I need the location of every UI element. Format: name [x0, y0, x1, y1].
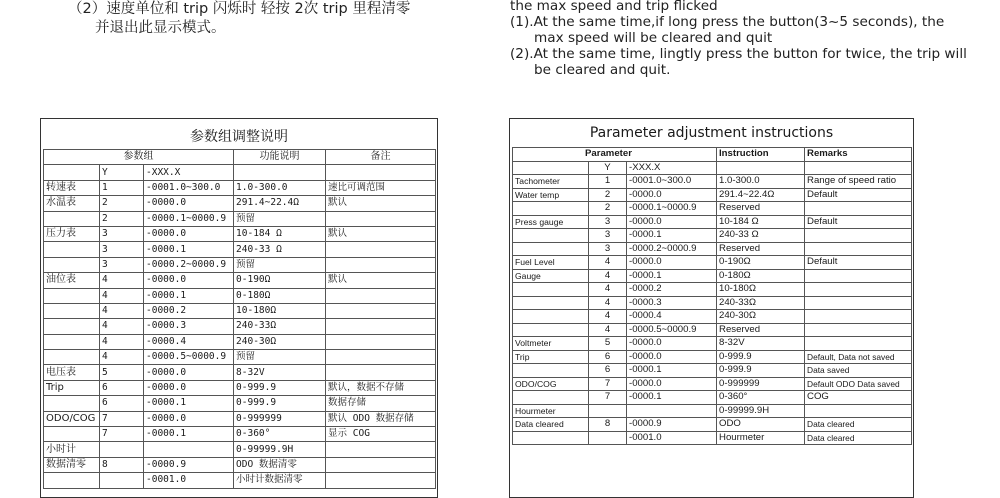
table-row — [44, 273, 436, 288]
cell-group-number: 7 — [589, 391, 627, 405]
cell-function: 10-180Ω — [234, 303, 326, 318]
cell-code: -0000.0 — [627, 215, 717, 229]
cell-param-label: 小时计 — [44, 442, 100, 457]
table-row — [513, 310, 912, 324]
table-row — [513, 431, 912, 445]
cell-function: 0-190Ω — [717, 256, 805, 270]
chinese-parameter-panel — [40, 118, 438, 498]
cell-param-label — [513, 296, 589, 310]
cell-function: 291.4~22.4Ω — [717, 188, 805, 202]
cell-code: -0000.1 — [627, 229, 717, 243]
cell-code: -0001.0~300.0 — [627, 175, 717, 189]
cell-group-number: 4 — [589, 269, 627, 283]
cell-remark: Default ODO Data saved — [805, 377, 912, 391]
table-row — [44, 242, 436, 257]
cell-param-label — [513, 431, 589, 445]
cell-param-label — [44, 350, 100, 365]
cell-remark: 默认 ODO 数据存储 — [326, 411, 436, 426]
cell-code: -0000.0 — [144, 226, 234, 241]
cell-function: 0-99999.9H — [234, 442, 326, 457]
table-row — [44, 380, 436, 395]
cell-remark: 默认，数据不存储 — [326, 380, 436, 395]
cell-code: -0000.0 — [144, 411, 234, 426]
cell-param-label: Tachometer — [513, 175, 589, 189]
cell-function: 0-999.9 — [717, 350, 805, 364]
cell-code: -0000.2 — [144, 303, 234, 318]
cell-function: 0-99999.9H — [717, 404, 805, 418]
chinese-note-line-1: （2）速度单位和 trip 闪烁时 轻按 2次 trip 里程清零 — [68, 1, 411, 17]
cell-code: -0000.0 — [627, 377, 717, 391]
cell-param-label: Data cleared — [513, 418, 589, 432]
cell-group-number: 4 — [100, 273, 144, 288]
cell-code: -0001.0 — [144, 473, 234, 488]
cell-code: -0000.1 — [144, 427, 234, 442]
cell-param-label — [44, 242, 100, 257]
table-row — [44, 334, 436, 349]
cell-code: -0000.0 — [144, 273, 234, 288]
cell-remark — [805, 229, 912, 243]
table-row — [44, 226, 436, 241]
english-note-item-1: (1).At the same time,if long press the button(3~5 seconds), the — [510, 14, 945, 30]
cell-group-number: 6 — [589, 364, 627, 378]
cell-remark: Default — [805, 188, 912, 202]
table-row — [44, 180, 436, 195]
cell-group-number — [589, 404, 627, 418]
table-row — [44, 365, 436, 380]
cell-remark: Data cleared — [805, 418, 912, 432]
cell-group-number: 4 — [100, 288, 144, 303]
cell-function: ODO 数据清零 — [234, 457, 326, 472]
cell-group-number: 6 — [589, 350, 627, 364]
cell-function: Reserved — [717, 202, 805, 216]
cell-group-number: 3 — [100, 226, 144, 241]
cell-param-label: 数据清零 — [44, 457, 100, 472]
cell-group-number: 7 — [589, 377, 627, 391]
cell-code: -0000.0 — [627, 350, 717, 364]
cell-group-number — [100, 442, 144, 457]
english-parameter-table — [512, 147, 912, 445]
cell-group-number: 4 — [589, 323, 627, 337]
header-func: Instruction — [717, 148, 805, 162]
cell-remark — [326, 257, 436, 272]
cell-param-label — [44, 211, 100, 226]
cell-group-number: 2 — [589, 202, 627, 216]
cell-group-number: 4 — [100, 319, 144, 334]
cell-param-label — [513, 391, 589, 405]
table-row — [44, 196, 436, 211]
cell-code: -0000.1 — [144, 288, 234, 303]
cell-function — [234, 165, 326, 180]
cell-remark: Default, Data not saved — [805, 350, 912, 364]
cell-param-label: Trip — [513, 350, 589, 364]
cell-param-label: 转速表 — [44, 180, 100, 195]
english-note-line-0: the max speed and trip flicked — [510, 0, 718, 14]
cell-remark — [805, 323, 912, 337]
cell-remark — [805, 337, 912, 351]
header-param: 参数组 — [44, 150, 234, 165]
table-row — [513, 269, 912, 283]
table-header-row — [513, 148, 912, 162]
table-row — [44, 457, 436, 472]
cell-group-number: 5 — [100, 365, 144, 380]
cell-function: 10-184 Ω — [717, 215, 805, 229]
cell-group-number: 3 — [589, 215, 627, 229]
table-row — [44, 427, 436, 442]
cell-remark — [805, 310, 912, 324]
cell-remark: 数据存储 — [326, 396, 436, 411]
table-row — [513, 404, 912, 418]
cell-param-label: Trip — [44, 380, 100, 395]
cell-remark: Data cleared — [805, 431, 912, 445]
cell-group-number: 8 — [589, 418, 627, 432]
cell-remark: COG — [805, 391, 912, 405]
cell-remark — [326, 211, 436, 226]
cell-group-number: 5 — [589, 337, 627, 351]
cell-code: -0000.2~0000.9 — [627, 242, 717, 256]
cell-remark: 默认 — [326, 196, 436, 211]
table-row — [513, 350, 912, 364]
cell-param-label: 电压表 — [44, 365, 100, 380]
cell-remark: Default — [805, 256, 912, 270]
cell-group-number: Y — [100, 165, 144, 180]
header-param: Parameter — [513, 148, 717, 162]
cell-param-label: Water temp — [513, 188, 589, 202]
english-note-item-2: (2).At the same time, lingtly press the button for twice, the trip will — [510, 46, 967, 62]
cell-function: 0-180Ω — [234, 288, 326, 303]
table-row — [513, 175, 912, 189]
table-row — [513, 391, 912, 405]
table-row — [44, 442, 436, 457]
cell-code: -0000.0 — [144, 365, 234, 380]
cell-code: -0000.1 — [627, 391, 717, 405]
header-remark: 备注 — [326, 150, 436, 165]
cell-param-label: Voltmeter — [513, 337, 589, 351]
cell-remark — [805, 242, 912, 256]
table-row — [513, 188, 912, 202]
cell-remark — [326, 457, 436, 472]
header-func: 功能说明 — [234, 150, 326, 165]
cell-group-number: 6 — [100, 396, 144, 411]
cell-function: 10-180Ω — [717, 283, 805, 297]
table-row — [44, 350, 436, 365]
cell-group-number: 3 — [100, 242, 144, 257]
cell-function: Reserved — [717, 242, 805, 256]
table-row — [44, 257, 436, 272]
cell-code — [627, 404, 717, 418]
cell-code: -0001.0 — [627, 431, 717, 445]
cell-code: -0000.0 — [144, 196, 234, 211]
cell-group-number: 8 — [100, 457, 144, 472]
cell-function: 240-33 Ω — [234, 242, 326, 257]
cell-group-number: 2 — [100, 196, 144, 211]
cell-remark — [805, 202, 912, 216]
cell-group-number: 4 — [589, 296, 627, 310]
table-row — [44, 165, 436, 180]
table-row — [44, 473, 436, 488]
cell-param-label — [44, 334, 100, 349]
cell-remark: 显示 COG — [326, 427, 436, 442]
cell-param-label: ODO/COG — [513, 377, 589, 391]
cell-function: 1.0-300.0 — [234, 180, 326, 195]
table-row — [513, 364, 912, 378]
cell-code: -XXX.X — [144, 165, 234, 180]
cell-remark: Data saved — [805, 364, 912, 378]
cell-remark — [326, 365, 436, 380]
cell-group-number — [589, 431, 627, 445]
table-row — [513, 256, 912, 270]
cell-remark: 默认 — [326, 273, 436, 288]
cell-function: 240-33Ω — [717, 296, 805, 310]
cell-param-label — [513, 310, 589, 324]
cell-param-label — [513, 161, 589, 175]
cell-code: -0000.9 — [627, 418, 717, 432]
cell-group-number: 4 — [100, 334, 144, 349]
cell-param-label — [44, 473, 100, 488]
cell-function: 240-30Ω — [234, 334, 326, 349]
cell-function: 8-32V — [234, 365, 326, 380]
cell-function: 小时计数据清零 — [234, 473, 326, 488]
table-header-row — [44, 150, 436, 165]
english-table-body — [513, 161, 912, 445]
cell-param-label — [513, 364, 589, 378]
cell-code: -0000.5~0000.9 — [627, 323, 717, 337]
cell-function: Hourmeter — [717, 431, 805, 445]
cell-group-number: 7 — [100, 427, 144, 442]
table-row — [513, 161, 912, 175]
table-row — [513, 215, 912, 229]
cell-function: 240-33Ω — [234, 319, 326, 334]
table-row — [513, 418, 912, 432]
cell-group-number: 2 — [589, 188, 627, 202]
cell-group-number: 3 — [589, 242, 627, 256]
cell-group-number: 1 — [100, 180, 144, 195]
table-row — [513, 323, 912, 337]
cell-remark — [805, 404, 912, 418]
cell-code: -0000.3 — [144, 319, 234, 334]
cell-code: -0000.1 — [144, 396, 234, 411]
chinese-parameter-table — [43, 149, 436, 489]
cell-remark: 速比可调范围 — [326, 180, 436, 195]
cell-code: -0000.1 — [627, 269, 717, 283]
cell-code: -0000.4 — [144, 334, 234, 349]
cell-code: -0000.3 — [627, 296, 717, 310]
cell-code: -0000.2~0000.9 — [144, 257, 234, 272]
cell-group-number: 4 — [100, 350, 144, 365]
cell-group-number: Y — [589, 161, 627, 175]
english-note-item-2-cont: be cleared and quit. — [534, 62, 671, 78]
cell-group-number: 2 — [100, 211, 144, 226]
cell-code: -0001.0~300.0 — [144, 180, 234, 195]
cell-code — [144, 442, 234, 457]
cell-code: -0000.0 — [627, 188, 717, 202]
cell-remark: 默认 — [326, 226, 436, 241]
cell-remark — [326, 442, 436, 457]
cell-function: 0-999.9 — [717, 364, 805, 378]
table-row — [513, 283, 912, 297]
cell-param-label: ODO/COG — [44, 411, 100, 426]
table-row — [513, 229, 912, 243]
cell-code: -0000.1~0000.9 — [627, 202, 717, 216]
table-row — [44, 396, 436, 411]
cell-code: -0000.1 — [144, 242, 234, 257]
cell-code: -0000.5~0000.9 — [144, 350, 234, 365]
cell-param-label: Hourmeter — [513, 404, 589, 418]
cell-function: 预留 — [234, 257, 326, 272]
cell-remark: Default — [805, 215, 912, 229]
cell-group-number: 4 — [100, 303, 144, 318]
cell-code: -0000.0 — [627, 337, 717, 351]
table-row — [44, 303, 436, 318]
chinese-panel-title: 参数组调整说明 — [190, 129, 288, 145]
cell-remark: Range of speed ratio — [805, 175, 912, 189]
chinese-note-line-2: 并退出此显示模式。 — [95, 20, 226, 36]
cell-function: 240-30Ω — [717, 310, 805, 324]
cell-code: -0000.0 — [144, 380, 234, 395]
cell-remark — [326, 319, 436, 334]
cell-param-label: 水温表 — [44, 196, 100, 211]
cell-code: -0000.1 — [627, 364, 717, 378]
cell-group-number: 6 — [100, 380, 144, 395]
table-row — [44, 411, 436, 426]
cell-remark — [326, 350, 436, 365]
cell-group-number: 4 — [589, 310, 627, 324]
cell-function: 0-360° — [234, 427, 326, 442]
header-remark: Remarks — [805, 148, 912, 162]
cell-function: 0-190Ω — [234, 273, 326, 288]
cell-group-number: 7 — [100, 411, 144, 426]
table-row — [44, 288, 436, 303]
cell-remark — [326, 473, 436, 488]
cell-function: 10-184 Ω — [234, 226, 326, 241]
cell-group-number — [100, 473, 144, 488]
cell-function: 0-999999 — [717, 377, 805, 391]
cell-param-label — [513, 242, 589, 256]
cell-function: 1.0-300.0 — [717, 175, 805, 189]
cell-param-label — [513, 229, 589, 243]
cell-function: 0-999.9 — [234, 396, 326, 411]
cell-remark — [326, 242, 436, 257]
cell-remark — [326, 334, 436, 349]
cell-param-label: Fuel Level — [513, 256, 589, 270]
cell-param-label — [44, 396, 100, 411]
cell-remark — [326, 303, 436, 318]
cell-function: 240-33 Ω — [717, 229, 805, 243]
cell-function: 0-360° — [717, 391, 805, 405]
cell-group-number: 3 — [589, 229, 627, 243]
cell-param-label — [513, 202, 589, 216]
cell-remark — [805, 269, 912, 283]
cell-param-label — [44, 303, 100, 318]
cell-param-label — [44, 427, 100, 442]
cell-code: -XXX.X — [627, 161, 717, 175]
cell-function: ODO — [717, 418, 805, 432]
cell-code: -0000.2 — [627, 283, 717, 297]
cell-group-number: 3 — [100, 257, 144, 272]
cell-function: 预留 — [234, 211, 326, 226]
cell-remark — [326, 165, 436, 180]
chinese-notes — [68, 0, 410, 38]
cell-function: 0-999.9 — [234, 380, 326, 395]
english-parameter-panel — [509, 118, 914, 498]
table-row — [513, 202, 912, 216]
table-row — [44, 319, 436, 334]
cell-remark — [805, 283, 912, 297]
cell-function — [717, 161, 805, 175]
table-row — [513, 296, 912, 310]
cell-param-label: 油位表 — [44, 273, 100, 288]
cell-code: -0000.4 — [627, 310, 717, 324]
cell-param-label — [44, 319, 100, 334]
table-row — [513, 337, 912, 351]
table-row — [513, 242, 912, 256]
cell-group-number: 1 — [589, 175, 627, 189]
cell-param-label: Press gauge — [513, 215, 589, 229]
cell-function: 291.4~22.4Ω — [234, 196, 326, 211]
cell-function: Reserved — [717, 323, 805, 337]
cell-remark — [805, 296, 912, 310]
cell-group-number: 4 — [589, 283, 627, 297]
cell-code: -0000.0 — [627, 256, 717, 270]
cell-param-label — [44, 288, 100, 303]
chinese-table-body — [44, 165, 436, 488]
cell-param-label — [513, 323, 589, 337]
cell-group-number: 4 — [589, 256, 627, 270]
english-notes — [510, 0, 990, 78]
cell-function: 0-180Ω — [717, 269, 805, 283]
cell-function: 0-999999 — [234, 411, 326, 426]
english-panel-title: Parameter adjustment instructions — [589, 125, 834, 141]
cell-remark — [805, 161, 912, 175]
cell-function: 预留 — [234, 350, 326, 365]
cell-param-label — [44, 257, 100, 272]
cell-code: -0000.9 — [144, 457, 234, 472]
cell-param-label: Gauge — [513, 269, 589, 283]
cell-remark — [326, 288, 436, 303]
cell-param-label: 压力表 — [44, 226, 100, 241]
cell-param-label — [44, 165, 100, 180]
cell-code: -0000.1~0000.9 — [144, 211, 234, 226]
table-row — [44, 211, 436, 226]
english-note-item-1-cont: max speed will be cleared and quit — [534, 30, 773, 46]
cell-param-label — [513, 283, 589, 297]
table-row — [513, 377, 912, 391]
cell-function: 8-32V — [717, 337, 805, 351]
